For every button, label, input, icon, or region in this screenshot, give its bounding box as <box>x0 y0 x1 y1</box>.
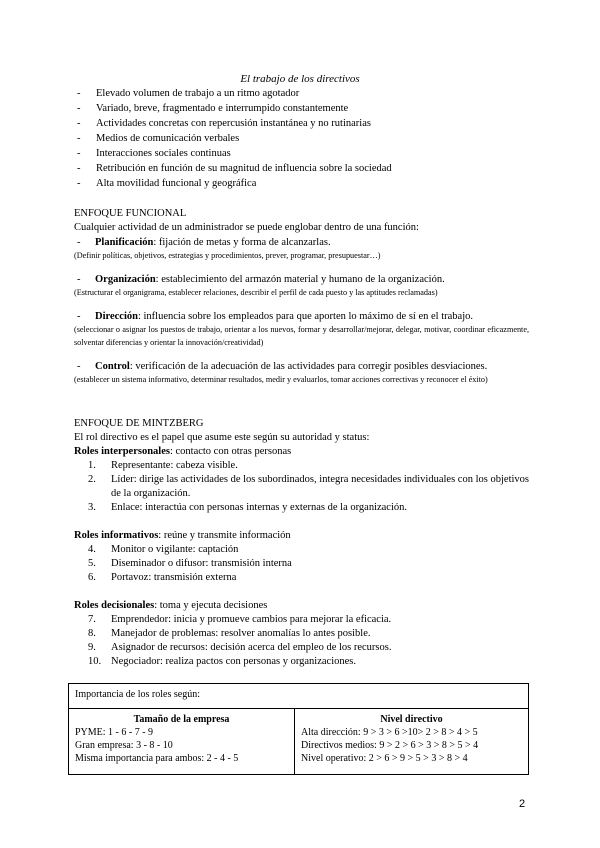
column-header: Tamaño de la empresa <box>133 714 230 725</box>
table-caption: Importancia de los roles según: <box>69 684 528 709</box>
list-item: 8. Manejador de problemas: resolver anomalías lo antes posible. <box>88 628 371 639</box>
group-desc: : contacto con otras personas <box>169 446 292 457</box>
section-intro: Cualquier actividad de un administrador se puede englobar dentro de una función: <box>74 222 419 233</box>
roles-interpersonales <box>74 445 529 515</box>
list-item: 3. Enlace: interactúa con personas internas y externas de la organización. <box>88 502 408 513</box>
role-direccion: - Dirección: influencia sobre los empleados para que aporten lo máximo de sí en el trabajo. (seleccionar o asignar los puestos de trabajo, orientar a los nuevos, formar y desarrollar/mejorar, delegar, motivar, coordinar eficazmente, solventar diferencias y orientar la innovación/creatividad) <box>74 310 529 349</box>
role-control: - Control: verificación de la adecuación de las actividades para corregir posibles desviaciones. (establecer un sistema informativo, determinar resultados, medir y evaluarlos, tomar acciones correctivas y reconocer el éxito) <box>74 360 529 387</box>
list-item: 9. Asignador de recursos: decisión acerca del empleo de los recursos. <box>88 642 392 653</box>
list-item: - Elevado volumen de trabajo a un ritmo agotador <box>74 87 534 102</box>
list-item: - Actividades concretas con repercusión instantánea y no rutinarias <box>74 117 534 132</box>
list-item: 10. Negociador: realiza pactos con personas y organizaciones. <box>88 656 356 667</box>
table-row: Directivos medios: 9 > 2 > 6 > 3 > 8 > 5 > 4 <box>301 740 479 751</box>
list-item: - Alta movilidad funcional y geográfica <box>74 177 534 192</box>
role-name: Organización <box>95 274 156 285</box>
roles-importance-table <box>68 683 529 775</box>
list-item: 5. Diseminador o difusor: transmisión interna <box>88 558 292 569</box>
roles-informativos <box>74 529 529 585</box>
role-desc: : fijación de metas y forma de alcanzarlas. <box>153 237 331 248</box>
role-note: (Definir políticas, objetivos, estrategias y procedimientos, prever, programar, presupuestar…) <box>74 251 381 260</box>
role-note: (seleccionar o asignar los puestos de trabajo, orientar a los nuevos, formar y desarrollar/mejorar, delegar, motivar, coordinar eficazmente, solventar diferencias y orientar la innovación/creatividad) <box>74 325 529 347</box>
funcional-section <box>74 207 529 235</box>
group-name: Roles decisionales <box>74 600 155 611</box>
list-item: - Retribución en función de su magnitud de influencia sobre la sociedad <box>74 162 534 177</box>
table-row: Misma importancia para ambos: 2 - 4 - 5 <box>75 753 239 764</box>
role-desc: : establecimiento del armazón material y humano de la organización. <box>155 274 445 285</box>
mintzberg-section <box>74 417 529 445</box>
group-desc: : toma y ejecuta decisiones <box>154 600 268 611</box>
role-planificacion: - Planificación: fijación de metas y forma de alcanzarlas. (Definir políticas, objetivos, estrategias y procedimientos, prever, programar, presupuestar…) <box>74 236 529 263</box>
list-item: 6. Portavoz: transmisión externa <box>88 572 237 583</box>
roles-decisionales <box>74 599 529 669</box>
section-heading: ENFOQUE FUNCIONAL <box>74 208 187 219</box>
group-name: Roles interpersonales <box>74 446 170 457</box>
list-item: - Medios de comunicación verbales <box>74 132 534 147</box>
table-column-size <box>69 709 295 774</box>
role-name: Planificación <box>95 237 154 248</box>
role-organizacion: - Organización: establecimiento del armazón material y humano de la organización. (Estructurar el organigrama, establecer relaciones, describir el perfil de cada puesto y las aptitudes reclamadas) <box>74 273 529 300</box>
table-row: Gran empresa: 3 - 8 - 10 <box>75 740 173 751</box>
list-item: 2. Líder: dirige las actividades de los subordinados, integra necesidades individuales con los objetivos de la organización. <box>88 474 529 499</box>
table-row: Nivel operativo: 2 > 6 > 9 > 5 > 3 > 8 > 4 <box>301 753 468 764</box>
page-number: 2 <box>519 798 526 810</box>
traits-list <box>74 87 534 192</box>
group-desc: : reúne y transmite información <box>158 530 291 541</box>
list-item: 1. Representante: cabeza visible. <box>88 460 238 471</box>
table-column-level <box>295 709 528 774</box>
role-name: Control <box>95 361 130 372</box>
page-title: El trabajo de los directivos <box>240 73 360 85</box>
section-intro: El rol directivo es el papel que asume este según su autoridad y status: <box>74 432 370 443</box>
role-name: Dirección <box>95 311 138 322</box>
table-row: PYME: 1 - 6 - 7 - 9 <box>75 727 154 738</box>
list-item: - Variado, breve, fragmentado e interrumpido constantemente <box>74 102 534 117</box>
list-item: 7. Emprendedor: inicia y promueve cambios para mejorar la eficacia. <box>88 614 392 625</box>
list-item: 4. Monitor o vigilante: captación <box>88 544 239 555</box>
role-note: (establecer un sistema informativo, determinar resultados, medir y evaluarlos, tomar acciones correctivas y reconocer el éxito) <box>74 375 488 384</box>
table-row: Alta dirección: 9 > 3 > 6 >10> 2 > 8 > 4 > 5 <box>301 727 478 738</box>
role-desc: : verificación de la adecuación de las actividades para corregir posibles desviaciones. <box>129 361 488 372</box>
section-heading: ENFOQUE DE MINTZBERG <box>74 418 204 429</box>
role-desc: : influencia sobre los empleados para que aporten lo máximo de sí en el trabajo. <box>137 311 473 322</box>
group-name: Roles informativos <box>74 530 159 541</box>
role-note: (Estructurar el organigrama, establecer relaciones, describir el perfil de cada puesto y las aptitudes reclamadas) <box>74 288 438 297</box>
column-header: Nivel directivo <box>380 714 443 725</box>
list-item: - Interacciones sociales continuas <box>74 147 534 162</box>
